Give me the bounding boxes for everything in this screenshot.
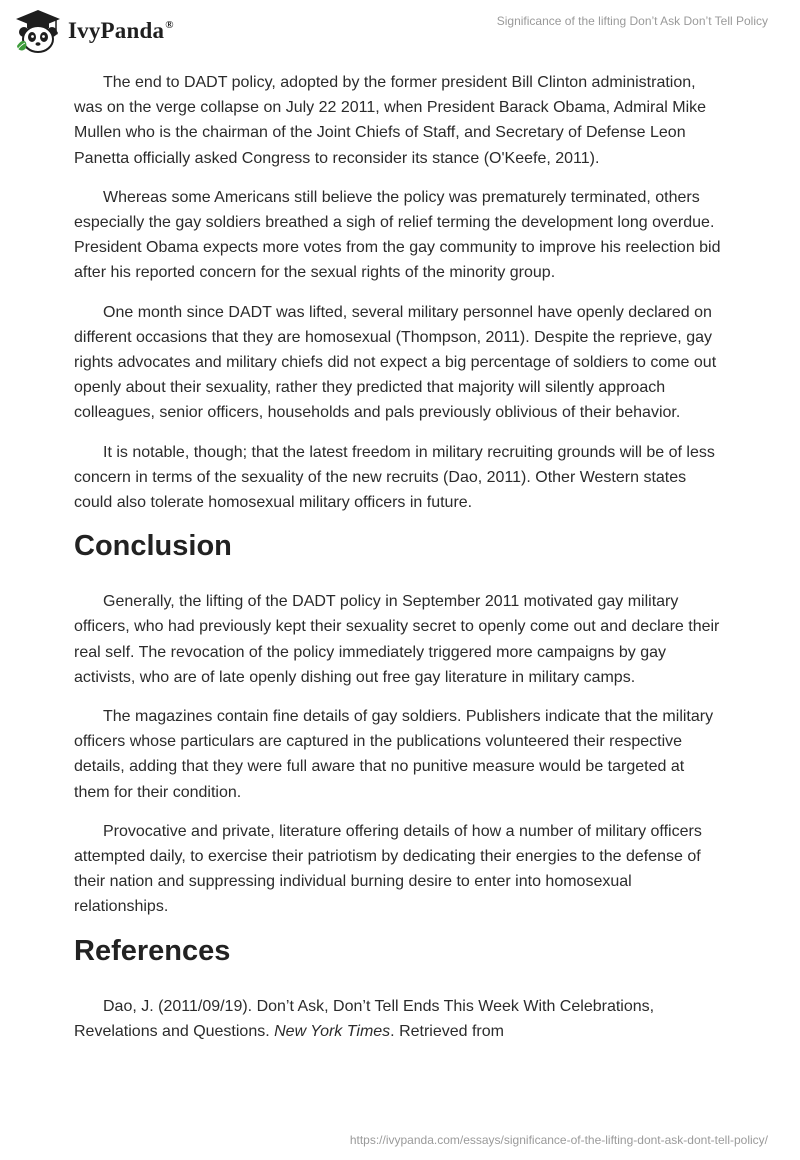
body-paragraph: Whereas some Americans still believe the policy was prematurely terminated, others especially the gay soldiers breathed a sigh of relief terming the development long overdue. President Obama expects more votes from the gay community to improve his reelection bid after his reported concern for the sexual rights of the minority group.: [74, 188, 721, 282]
references-heading: References: [74, 934, 231, 967]
ivypanda-logo[interactable]: [14, 8, 174, 54]
reference-retrieved: . Retrieved from: [390, 1022, 504, 1040]
page-header: [0, 0, 800, 70]
reference-text: Dao, J. (2011/09/19). Don’t Ask, Don’t Tell Ends This Week With Celebrations, Revelations and Questions.: [74, 997, 655, 1040]
conclusion-heading: Conclusion: [74, 530, 232, 563]
panda-graduate-icon: [14, 8, 62, 54]
document-title: Significance of the lifting Don’t Ask Don’t Tell Policy: [496, 14, 768, 28]
conclusion-paragraph: Provocative and private, literature offering details of how a number of military officers attempted daily, to exercise their patriotism by dedicating their energies to the defense of their nation and suppressing individual burning desire to enter into homosexual relationships.: [74, 822, 702, 916]
body-paragraph: It is notable, though; that the latest freedom in military recruiting grounds will be of less concern in terms of the sexuality of the new recruits (Dao, 2011). Other Western states could also tolerate homosexual military officers in future.: [74, 443, 715, 512]
body-paragraph: One month since DADT was lifted, several military personnel have openly declared on different occasions that they are homosexual (Thompson, 2011). Despite the reprieve, gay rights advocates and military chiefs did not expect a big percentage of soldiers to come out openly about their sexuality, rather they predicted that majority will silently approach colleagues, senior officers, households and pals previously oblivious of their behavior.: [74, 303, 717, 422]
essay-content: [74, 70, 724, 1058]
body-paragraph: The end to DADT policy, adopted by the former president Bill Clinton administration, was on the verge collapse on July 22 2011, when President Barack Obama, Admiral Mike Mullen who is the chairman of the Joint Chiefs of Staff, and Secretary of Defense Leon Panetta officially asked Congress to reconsider its stance (O'Keefe, 2011).: [74, 74, 707, 167]
conclusion-paragraph: Generally, the lifting of the DADT policy in September 2011 motivated gay military officers, who had previously kept their sexuality secret to openly come out and declare their real self. The revocation of the policy immediately triggered more campaigns by gay activists, who are of late openly dishing out free gay literature in military camps.: [74, 593, 720, 686]
trademark-mark: ®: [165, 19, 174, 31]
reference-entry: [74, 994, 724, 1044]
source-url[interactable]: https://ivypanda.com/essays/significance-of-the-lifting-dont-ask-dont-tell-policy/: [349, 1133, 768, 1147]
conclusion-paragraph: The magazines contain fine details of gay soldiers. Publishers indicate that the military officers whose particulars are captured in the publications volunteered their respective details, adding that they were full aware that no punitive measure would be targeted at them for their condition.: [74, 708, 714, 801]
brand-name: IvyPanda®: [68, 18, 174, 43]
reference-source: New York Times: [274, 1022, 391, 1040]
